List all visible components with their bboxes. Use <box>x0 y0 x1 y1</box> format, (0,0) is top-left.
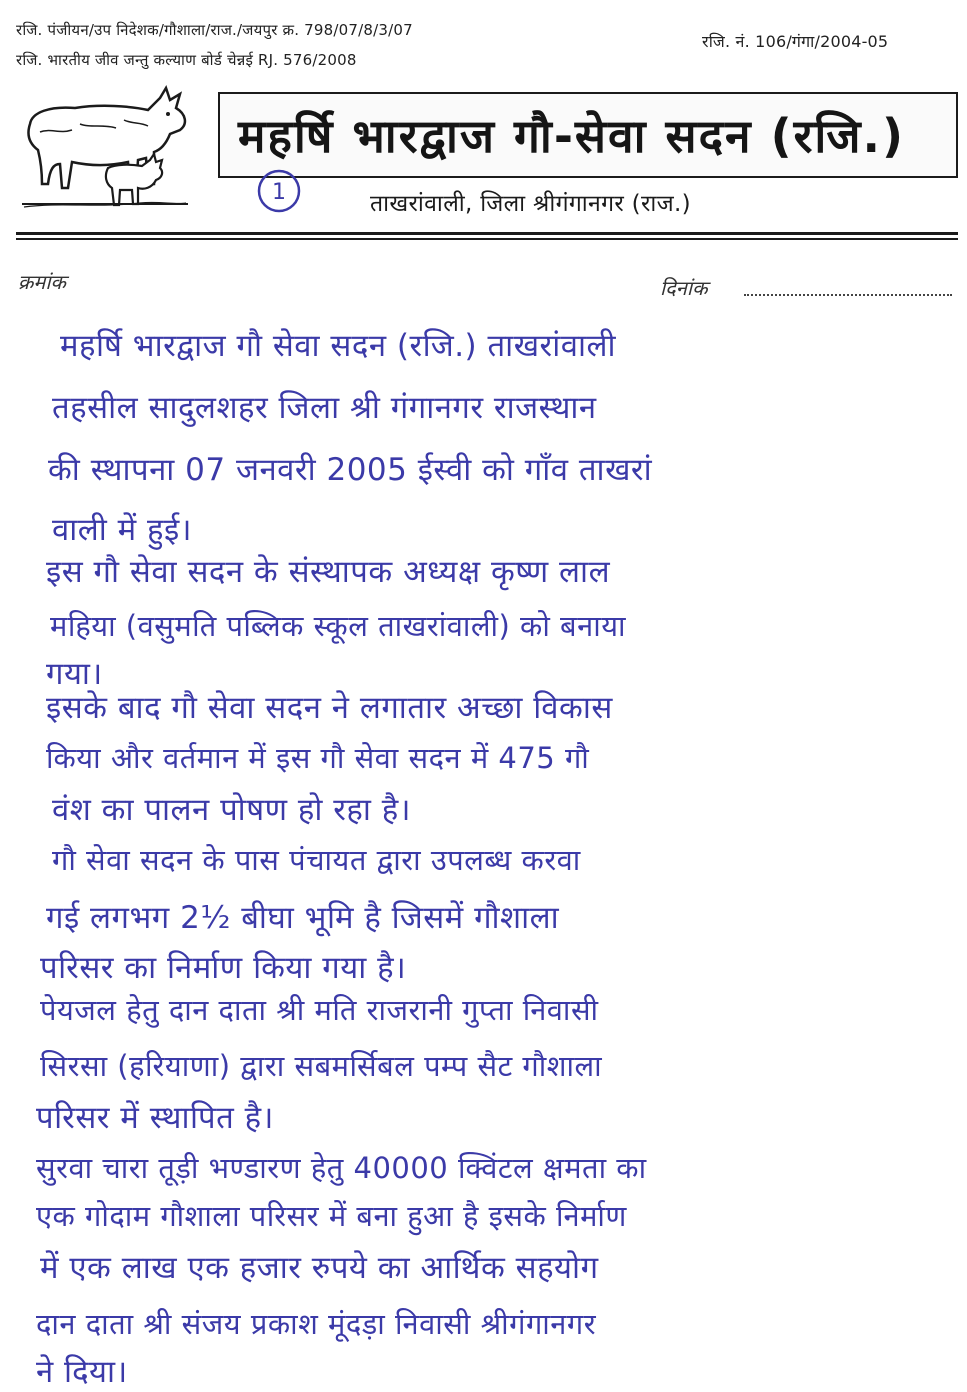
registration-line-1: रजि. पंजीयन/उप निदेशक/गौशाला/राज./जयपुर क्र. 798/07/8/3/07 <box>16 21 413 39</box>
letter-line-4: वाली में हुई। <box>52 512 192 548</box>
organization-title: महर्षि भारद्वाज गौ-सेवा सदन (रजि.) <box>238 109 905 163</box>
date-label: दिनांक <box>660 276 708 300</box>
letter-line-19: में एक लाख एक हजार रुपये का आर्थिक सहयोग <box>40 1250 599 1286</box>
letter-line-12: गई लगभग 2½ बीघा भूमि है जिसमें गौशाला <box>46 900 560 936</box>
letter-line-8: इसके बाद गौ सेवा सदन ने लगातार अच्छा विकास <box>46 690 613 726</box>
letter-line-5: इस गौ सेवा सदन के संस्थापक अध्यक्ष कृष्ण लाल <box>46 554 611 590</box>
letter-line-16: परिसर में स्थापित है। <box>36 1100 274 1136</box>
serial-number-label: क्रमांक <box>18 270 66 294</box>
letter-line-9: किया और वर्तमान में इस गौ सेवा सदन में 475 गौ <box>46 741 590 775</box>
letter-line-13: परिसर का निर्माण किया गया है। <box>40 950 407 986</box>
letter-line-17: सुरवा चारा तूड़ी भण्डारण हेतु 40000 क्विंटल क्षमता का <box>36 1151 647 1185</box>
letter-line-15: सिरसा (हरियाणा) द्वारा सबमर्सिबल पम्प सैट गौशाला <box>40 1049 603 1083</box>
letter-line-3: की स्थापना 07 जनवरी 2005 ईस्वी को गाँव ताखरां <box>48 452 653 488</box>
letter-line-10: वंश का पालन पोषण हो रहा है। <box>52 792 411 828</box>
letter-line-14: पेयजल हेतु दान दाता श्री मति राजरानी गुप्ता निवासी <box>40 993 599 1027</box>
organization-address: ताखरांवाली, जिला श्रीगंगानगर (राज.) <box>370 191 691 217</box>
letter-line-18: एक गोदाम गौशाला परिसर में बना हुआ है इसके निर्माण <box>36 1199 627 1233</box>
registration-line-2: रजि. भारतीय जीव जन्तु कल्याण बोर्ड चेन्नई RJ. 576/2008 <box>16 51 357 69</box>
registration-number: रजि. नं. 106/गंगा/2004-05 <box>702 32 889 51</box>
letter-line-20: दान दाता श्री संजय प्रकाश मूंदड़ा निवासी श्रीगंगानगर <box>36 1307 597 1341</box>
letter-line-2: तहसील सादुलशहर जिला श्री गंगानगर राजस्थान <box>52 390 597 426</box>
svg-text:1: 1 <box>272 180 286 205</box>
letter-line-1: महर्षि भारद्वाज गौ सेवा सदन (रजि.) ताखरांवाली <box>60 328 617 364</box>
letter-line-7: गया। <box>46 656 103 692</box>
letter-line-11: गौ सेवा सदन के पास पंचायत द्वारा उपलब्ध करवा <box>52 843 581 877</box>
letter-line-6: महिया (वसुमति पब्लिक स्कूल ताखरांवाली) को बनाया <box>50 609 627 643</box>
letter-line-21: ने दिया। <box>36 1354 128 1390</box>
